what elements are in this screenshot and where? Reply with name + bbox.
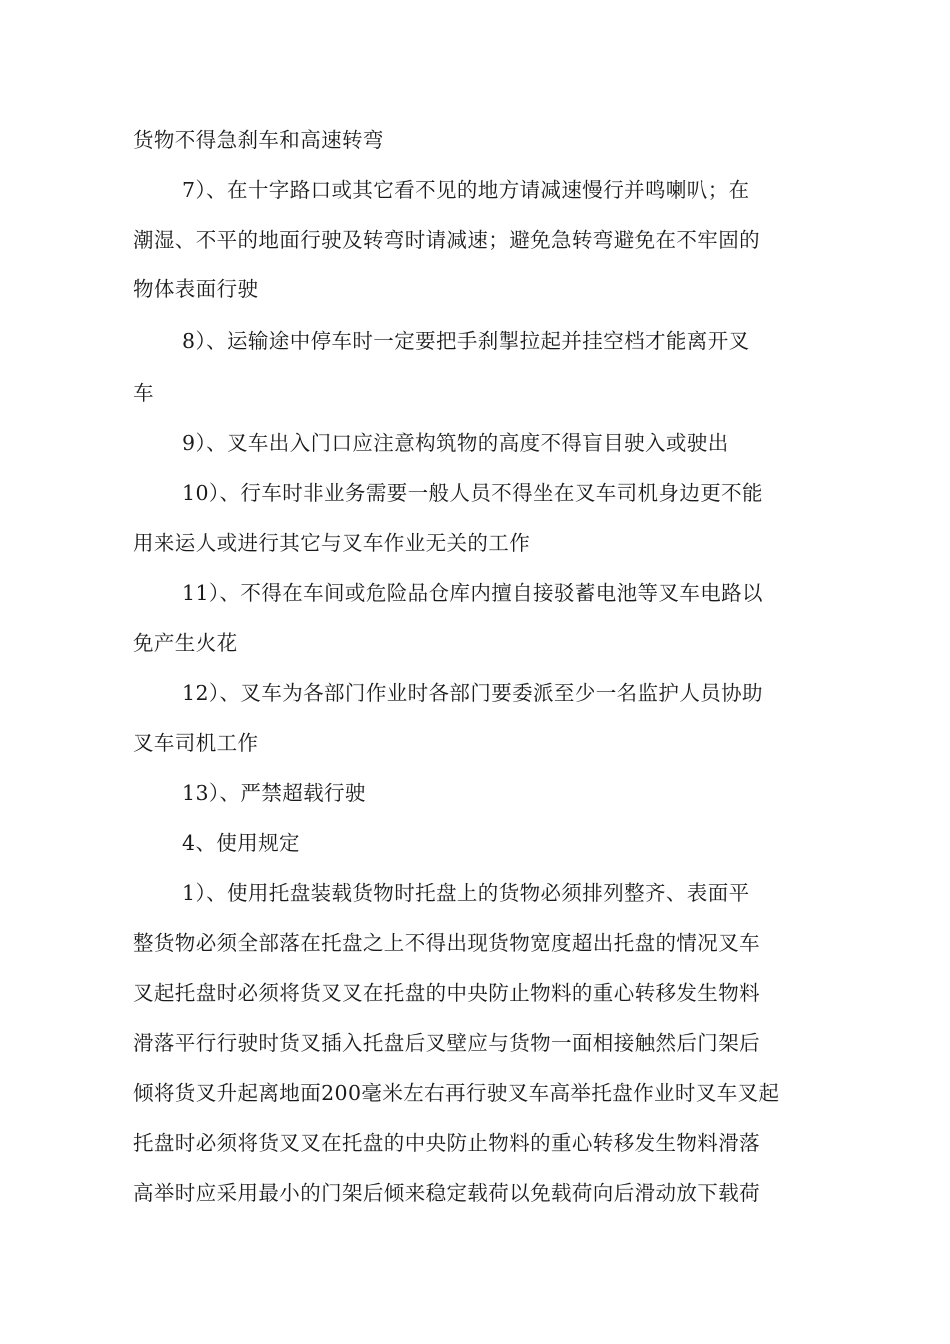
paragraph-line: 潮湿、不平的地面行驶及转弯时请减速；避免急转弯避免在不牢固的 [133, 228, 760, 252]
paragraph-line: 11）、不得在车间或危险品仓库内擅自接驳蓄电池等叉车电路以 [182, 581, 763, 605]
paragraph-line: 货物不得急刹车和高速转弯 [133, 128, 384, 152]
paragraph-line: 叉车司机工作 [133, 731, 259, 755]
paragraph-line: 物体表面行驶 [133, 277, 259, 301]
paragraph-line: 车 [133, 381, 154, 405]
paragraph-line: 免产生火花 [133, 631, 238, 655]
paragraph-line: 7）、在十字路口或其它看不见的地方请减速慢行并鸣喇叭；在 [182, 178, 750, 202]
paragraph-line: 1）、使用托盘装载货物时托盘上的货物必须排列整齐、表面平 [182, 881, 750, 905]
section-heading: 4、使用规定 [182, 831, 300, 855]
paragraph-line: 13）、严禁超载行驶 [182, 781, 366, 805]
paragraph-line: 叉起托盘时必须将货叉叉在托盘的中央防止物料的重心转移发生物料 [133, 981, 760, 1005]
paragraph-line: 托盘时必须将货叉叉在托盘的中央防止物料的重心转移发生物料滑落 [133, 1131, 760, 1155]
paragraph-line: 整货物必须全部落在托盘之上不得出现货物宽度超出托盘的情况叉车 [133, 931, 760, 955]
paragraph-line: 滑落平行行驶时货叉插入托盘后叉壁应与货物一面相接触然后门架后 [133, 1031, 760, 1055]
paragraph-line: 高举时应采用最小的门架后倾来稳定载荷以免载荷向后滑动放下载荷 [133, 1181, 760, 1205]
paragraph-line: 倾将货叉升起离地面200毫米左右再行驶叉车高举托盘作业时叉车叉起 [133, 1081, 780, 1105]
paragraph-line: 8）、运输途中停车时一定要把手刹掣拉起并挂空档才能离开叉 [182, 329, 750, 353]
paragraph-line: 用来运人或进行其它与叉车作业无关的工作 [133, 531, 531, 555]
paragraph-line: 9）、叉车出入门口应注意构筑物的高度不得盲目驶入或驶出 [182, 431, 729, 455]
paragraph-line: 10）、行车时非业务需要一般人员不得坐在叉车司机身边更不能 [182, 481, 763, 505]
paragraph-line: 12）、叉车为各部门作业时各部门要委派至少一名监护人员协助 [182, 681, 763, 705]
